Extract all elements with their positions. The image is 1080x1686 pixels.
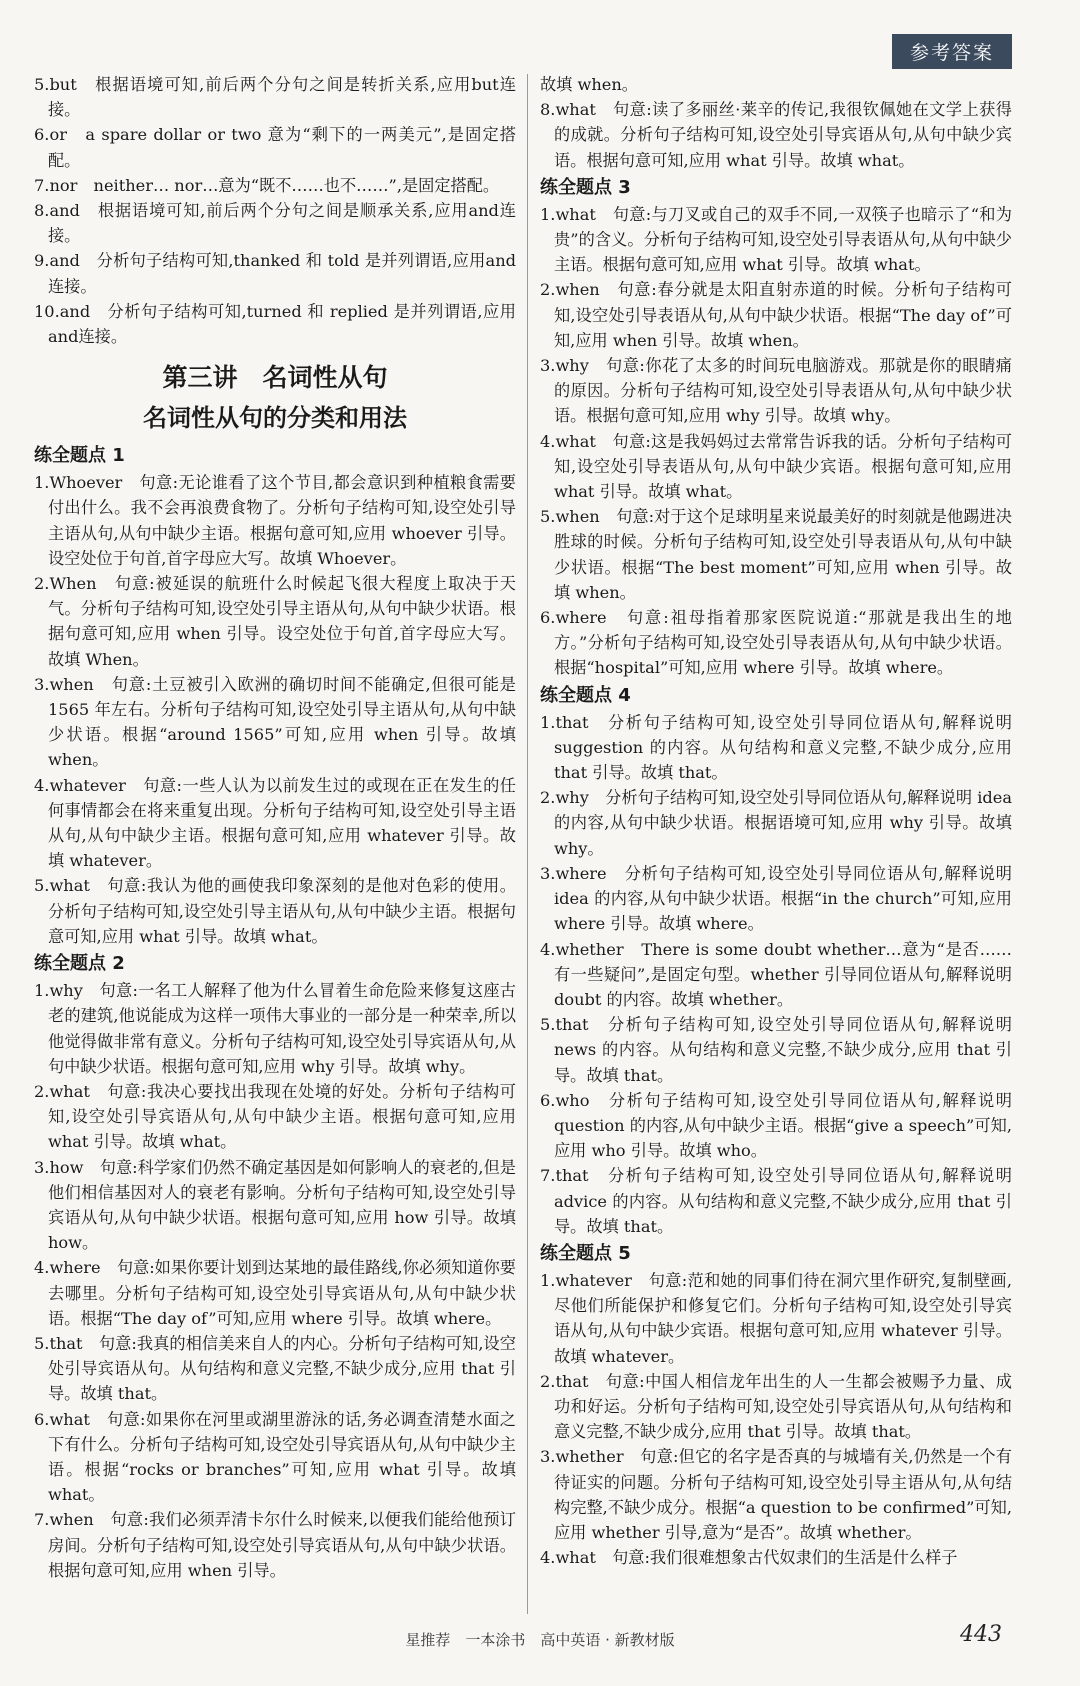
list-item: 3.why 句意:你花了太多的时间玩电脑游戏。那就是你的眼睛痛的原因。分析句子结构可知,设空处引导表语从句,从句中缺少状语。根据句意可知,应用 why 引导。故填 why。	[540, 356, 1012, 426]
list-item: 2.when 句意:春分就是太阳直射赤道的时候。分析句子结构可知,设空处引导表语从句,从句中缺少状语。根据“The day of”可知,应用 when 引导。故填 when。	[540, 280, 1012, 350]
list-item: 7.nor neither… nor…意为“既不……也不……”,是固定搭配。	[34, 175, 500, 195]
list-item: 5.what 句意:我认为他的画使我印象深刻的是他对色彩的使用。分析句子结构可知,设空处引导主语从句,从句中缺少主语。根据句意可知,应用 what 引导。故填 what。	[34, 876, 516, 946]
list-item: 4.where 句意:如果你要计划到达某地的最佳路线,你必须知道你要去哪里。分析句子结构可知,设空处引导宾语从句,从句中缺少状语。根据“The day of”可知,应用 where 引导。故填 where。	[34, 1258, 516, 1328]
answer-key-badge: 参考答案	[892, 34, 1012, 69]
lecture-title: 第三讲 名词性从句	[162, 363, 388, 393]
list-item: 1.what 句意:与刀叉或自己的双手不同,一双筷子也暗示了“和为贵”的含义。分析句子结构可知,设空处引导表语从句,从句中缺少主语。根据句意可知,应用 what 引导。故填 what。	[540, 204, 1012, 275]
column-divider	[527, 74, 528, 1614]
list-item: 6.or a spare dollar or two 意为“剩下的一两美元”,是固定搭配。	[34, 125, 516, 170]
list-item: 5.when 句意:对于这个足球明星来说最美好的时刻就是他踢进决胜球的时候。分析句子结构可知,设空处引导表语从句,从句中缺少状语。根据“The best moment”可知,应用 when 引导。故填 when。	[540, 507, 1012, 602]
practice-heading-1: 练全题点 1	[34, 445, 125, 467]
list-item: 4.whatever 句意:一些人认为以前发生过的或现在正在发生的任何事情都会在将来重复出现。分析句子结构可知,设空处引导主语从句,从句中缺少主语。根据句意可知,应用 whatever 引导。故填 whatever。	[34, 775, 516, 871]
list-item: 8.what 句意:读了多丽丝·莱辛的传记,我很钦佩她在文学上获得的成就。分析句子结构可知,设空处引导宾语从句,从句中缺少宾语。根据句意可知,应用 what 引导。故填 what。	[540, 100, 1012, 170]
practice-heading-4: 练全题点 4	[540, 684, 631, 706]
list-item: 3.whether 句意:但它的名字是否真的与城墙有关,仍然是一个有待证实的问题。分析句子结构可知,设空处引导主语从句,从句结构完整,不缺少成分。根据“a question to be confirmed”可知,应用 whether 引导,意为“是否”。故填 whether。	[540, 1447, 1012, 1542]
page-number: 443	[960, 1622, 1002, 1647]
list-item: 6.who 分析句子结构可知,设空处引导同位语从句,解释说明 question 的内容,从句中缺少主语。根据“give a speech”可知,应用 who 引导。故填 who。	[540, 1090, 1012, 1161]
practice-heading-2: 练全题点 2	[34, 953, 125, 975]
list-item: 故填 when。	[540, 75, 638, 94]
list-item: 3.how 句意:科学家们仍然不确定基因是如何影响人的衰老的,但是他们相信基因对人的衰老有影响。分析句子结构可知,设空处引导宾语从句,从句中缺少状语。根据句意可知,应用 how 引导。故填 how。	[34, 1157, 516, 1253]
list-item: 2.When 句意:被延误的航班什么时候起飞很大程度上取决于天气。分析句子结构可知,设空处引导主语从句,从句中缺少状语。根据句意可知,应用 when 引导。设空处位于句首,首字母应大写。故填 When。	[34, 574, 516, 669]
list-item: 4.what 句意:这是我妈妈过去常常告诉我的话。分析句子结构可知,设空处引导表语从句,从句中缺少宾语。根据句意可知,应用 what 引导。故填 what。	[540, 431, 1012, 502]
list-item: 2.what 句意:我决心要找出我现在处境的好处。分析句子结构可知,设空处引导宾语从句,从句中缺少主语。根据句意可知,应用 what 引导。故填 what。	[34, 1081, 516, 1152]
right-column	[540, 72, 1012, 1570]
list-item: 5.that 分析句子结构可知,设空处引导同位语从句,解释说明 news 的内容。从句结构和意义完整,不缺少成分,应用 that 引导。故填 that。	[540, 1015, 1012, 1085]
list-item: 8.and 根据语境可知,前后两个分句之间是顺承关系,应用and连接。	[34, 201, 516, 246]
list-item: 3.when 句意:土豆被引入欧洲的确切时间不能确定,但很可能是 1565 年左右。分析句子结构可知,设空处引导主语从句,从句中缺少状语。根据“around 1565”可知,应用 when 引导。故填 when。	[34, 674, 516, 770]
list-item: 7.when 句意:我们必须弄清卡尔什么时候来,以便我们能给他预订房间。分析句子结构可知,设空处引导宾语从句,从句中缺少状语。根据句意可知,应用 when 引导。	[34, 1510, 516, 1580]
left-column	[34, 72, 516, 1583]
list-item: 1.whatever 句意:范和她的同事们待在洞穴里作研究,复制壁画,尽他们所能保护和修复它们。分析句子结构可知,设空处引导宾语从句,从句中缺少宾语。根据句意可知,应用 whatever 引导。故填 whatever。	[540, 1270, 1012, 1366]
list-item: 5.that 句意:我真的相信美来自人的内心。分析句子结构可知,设空处引导宾语从句。从句结构和意义完整,不缺少成分,应用 that 引导。故填 that。	[34, 1333, 516, 1404]
list-item: 6.what 句意:如果你在河里或湖里游泳的话,务必调查清楚水面之下有什么。分析句子结构可知,设空处引导宾语从句,从句中缺少主语。根据“rocks or branches”可知,应用 what 引导。故填 what。	[34, 1409, 516, 1505]
list-item: 1.Whoever 句意:无论谁看了这个节目,都会意识到种植粮食需要付出什么。我不会再浪费食物了。分析句子结构可知,设空处引导主语从句,从句中缺少主语。根据句意可知,应用 whoever 引导。设空处位于句首,首字母应大写。故填 Whoever。	[34, 473, 516, 568]
list-item: 7.that 分析句子结构可知,设空处引导同位语从句,解释说明 advice 的内容。从句结构和意义完整,不缺少成分,应用 that 引导。故填 that。	[540, 1166, 1012, 1236]
list-item: 2.why 分析句子结构可知,设空处引导同位语从句,解释说明 idea 的内容,从句中缺少状语。根据语境可知,应用 why 引导。故填 why。	[540, 788, 1012, 858]
lecture-subtitle: 名词性从句的分类和用法	[143, 404, 407, 433]
list-item: 1.that 分析句子结构可知,设空处引导同位语从句,解释说明 suggestion 的内容。从句结构和意义完整,不缺少成分,应用 that 引导。故填 that。	[540, 712, 1012, 783]
list-item: 4.what 句意:我们很难想象古代奴隶们的生活是什么样子	[540, 1548, 958, 1568]
list-item: 4.whether There is some doubt whether…意为“是否……有一些疑问”,是固定句型。whether 引导同位语从句,解释说明 doubt 的内容。故填 whether。	[540, 939, 1012, 1009]
book-footer: 星推荐 一本涂书 高中英语 · 新教材版	[405, 1631, 675, 1649]
practice-heading-3: 练全题点 3	[540, 176, 631, 198]
list-item: 10.and 分析句子结构可知,turned 和 replied 是并列谓语,应用and连接。	[34, 301, 516, 347]
list-item: 6.where 句意:祖母指着那家医院说道:“那就是我出生的地方。”分析句子结构可知,设空处引导表语从句,从句中缺少状语。根据“hospital”可知,应用 where 引导。故填 where。	[540, 608, 1012, 678]
list-item: 9.and 分析句子结构可知,thanked 和 told 是并列谓语,应用and连接。	[34, 251, 516, 296]
practice-heading-5: 练全题点 5	[540, 1242, 631, 1264]
list-item: 2.that 句意:中国人相信龙年出生的人一生都会被赐予力量、成功和好运。分析句子结构可知,设空处引导宾语从句,从句结构和意义完整,不缺少成分,应用 that 引导。故填 that。	[540, 1371, 1012, 1442]
list-item: 3.where 分析句子结构可知,设空处引导同位语从句,解释说明 idea 的内容,从句中缺少状语。根据“in the church”可知,应用 where 引导。故填 where。	[540, 863, 1012, 934]
list-a	[34, 72, 516, 349]
list-item: 5.but 根据语境可知,前后两个分句之间是转折关系,应用but连接。	[34, 75, 516, 120]
list-item: 1.why 句意:一名工人解释了他为什么冒着生命危险来修复这座古老的建筑,他说能成为这样一项伟大事业的一部分是一种荣幸,所以他觉得做非常有意义。分析句子结构可知,设空处引导宾语从句,从句中缺少状语。根据句意可知,应用 why 引导。故填 why。	[34, 981, 516, 1076]
